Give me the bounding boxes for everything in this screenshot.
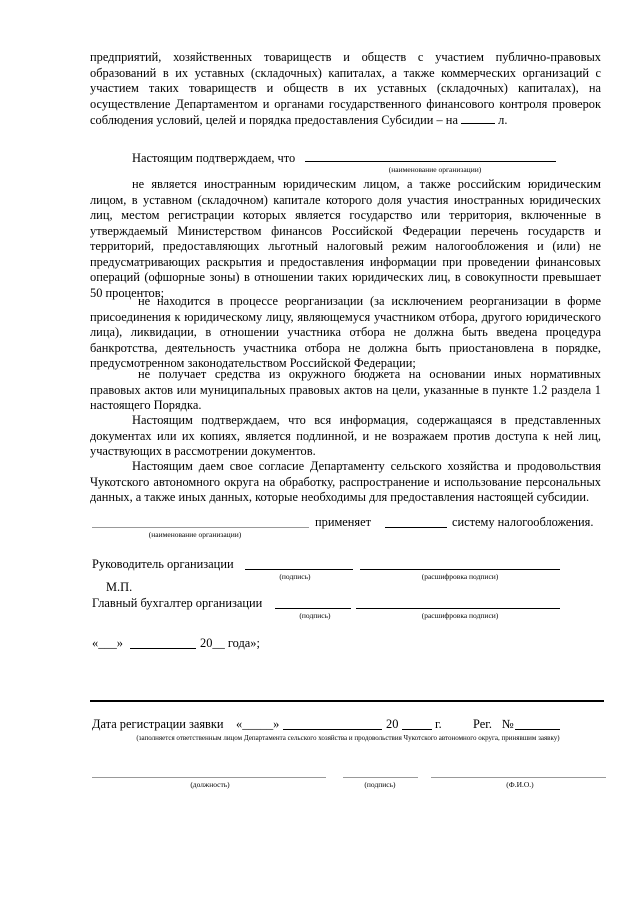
intro-text: предприятий, хозяйственных товариществ и обществ с участием публично-правовых образований в их уставных (складочных) капиталах, а также коммерческих организаций с участием таких товариществ и обществ в их уставных (складочных) капиталах), на осуществление Департаментом и органами государственного финансового контроля проверок соблюдения условий, целей и порядка предоставления Субсидии – на [90,50,601,127]
registration-number-field[interactable] [515,729,560,730]
head-signature-caption: (подпись) [279,572,311,581]
accountant-decode-field[interactable] [356,608,560,609]
pages-blank[interactable] [461,112,495,124]
position-field[interactable] [92,777,326,778]
date-day[interactable]: «___» [92,636,123,650]
registration-month-field[interactable] [283,729,382,730]
section-divider [90,700,604,702]
date-year[interactable]: 20__ года»; [200,636,260,650]
foreign-paragraph: не является иностранным юридическим лицом, а также российским юридическим лицом, в уставном (складочном) капитале которого доля участия иностранных юридических лиц, местом регистрации которых является государство или территория, включенные в утверждаемый Министерством финансов Российской Федерации перечень государств и территорий, предоставляющих льготный налоговый режим налогообложения и (или) не предусматривающих раскрытия и предоставления информации при проведении финансовых операций (офшорные зоны) в отношении таких юридических лиц, в совокупности превышает 50 процентов; [90,177,601,300]
accountant-label: Главный бухгалтер организации [92,596,263,610]
head-signature-field[interactable] [245,569,353,570]
intro-end-text: л. [498,113,508,127]
info-paragraph: Настоящим подтверждаем, что вся информация, содержащаяся в представленных документах или их копиях, является подлинной, и не возражаем против доступа к ней лиц, участвующих в рассмотрении документов. [90,413,601,458]
head-label: Руководитель организации [92,557,234,571]
stamp-label: М.П. [106,580,133,594]
registration-reg-label: Рег. [473,717,493,731]
responsible-signature-field[interactable] [343,777,418,778]
org-name-field[interactable] [305,161,556,162]
registration-number-sign: № [502,717,514,731]
tax-applies-label: применяет [315,515,372,529]
org-name-caption: (наименование организации) [388,165,482,174]
reorganization-paragraph: не находится в процессе реорганизации (за исключением реорганизации в форме присоединения к юридическому лицу, являющемуся участником отбора, другого юридического лица), ликвидации, в отношении участника отбора не должна быть введена процедура банкротства, деятельность участника отбора не должна быть приостановлена в порядке, предусмотренном законодательством Российской Федерации; [90,294,601,370]
accountant-signature-field[interactable] [275,608,351,609]
registration-year-suffix: г. [435,717,442,731]
intro-paragraph [90,50,601,129]
head-decode-field[interactable] [360,569,560,570]
registration-year-prefix: 20 [386,717,399,731]
fio-caption: (Ф.И.О.) [506,780,534,789]
registration-label: Дата регистрации заявки [92,717,224,731]
tax-system-field[interactable] [385,527,447,528]
registration-day[interactable]: «_____» [236,717,280,731]
date-month-field[interactable] [130,648,196,649]
tax-org-caption: (наименование организации) [148,530,242,539]
tax-system-label: систему налогообложения. [452,515,594,529]
budget-paragraph: не получает средства из окружного бюджета на основании иных нормативных правовых актов или муниципальных правовых актов на цели, указанные в пункте 1.2 раздела 1 настоящего Порядка. [90,367,601,412]
tax-org-field[interactable] [92,527,309,528]
accountant-decode-caption: (расшифровка подписи) [421,611,499,620]
consent-paragraph: Настоящим даем свое согласие Департаменту сельского хозяйства и продовольствия Чукотского автономного округа на обработку, распространение и использование персональных данных, а также иных данных, которые необходимы для предоставления настоящей субсидии. [90,459,601,504]
fio-field[interactable] [431,777,606,778]
responsible-signature-caption: (подпись) [364,780,396,789]
registration-year-field[interactable] [402,729,432,730]
accountant-signature-caption: (подпись) [299,611,331,620]
registration-note: (заполняется ответственным лицом Департамента сельского хозяйства и продовольствия Чукотского автономного округа, принявшим заявку) [136,734,560,742]
position-caption: (должность) [190,780,230,789]
confirm-lead: Настоящим подтверждаем, что [132,151,296,165]
head-decode-caption: (расшифровка подписи) [421,572,499,581]
